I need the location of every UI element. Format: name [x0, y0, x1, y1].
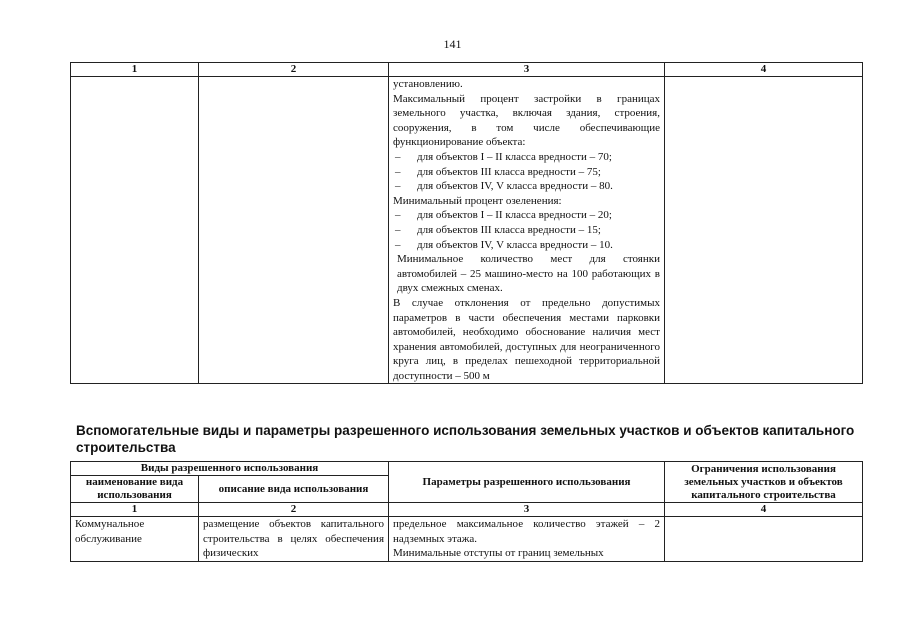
params-line: Минимальный процент озеленения: — [393, 194, 562, 207]
list-item: – для объектов III класса вредности – 15; — [395, 223, 601, 236]
params-line: Максимальный процент застройки в границах земельного участка, включая здания, строения, сооружения, в том числе обеспечивающие функционирование объекта: — [393, 92, 660, 149]
use-name-header: наименование вида использования — [71, 476, 199, 503]
col-2-header: 2 — [199, 503, 389, 517]
list-item: – для объектов IV, V класса вредности – 80. — [395, 180, 613, 193]
column-number-row — [71, 63, 863, 77]
column-number-row — [71, 503, 863, 517]
col-1-header: 1 — [71, 503, 199, 517]
params-line: установлению. — [393, 78, 463, 90]
col-4-header: 4 — [665, 63, 863, 77]
dash-bullet: – — [395, 238, 401, 251]
dash-bullet: – — [395, 180, 401, 193]
list-item: – для объектов I – II класса вредности – 20; — [395, 209, 612, 222]
dash-bullet: – — [395, 209, 401, 222]
table-row — [71, 517, 863, 562]
col-3-header: 3 — [389, 63, 665, 77]
list-item: – для объектов III класса вредности – 75; — [395, 165, 601, 178]
use-name-cell: Коммунальное обслуживание — [71, 517, 199, 562]
limits-header: Ограничения использования земельных участков и объектов капитального строительства — [665, 462, 863, 503]
page-number: 141 — [443, 37, 462, 51]
col-2-header: 2 — [199, 63, 389, 77]
list-item: – для объектов I – II класса вредности – 70; — [395, 150, 612, 163]
col-1-header: 1 — [71, 63, 199, 77]
parameters-cell — [389, 517, 665, 562]
use-description-header: описание вида использования — [199, 476, 389, 503]
section-title: Вспомогательные виды и параметры разрешенного использования земельных участков и объектов капитального строительства — [76, 423, 855, 455]
use-types-group-header: Виды разрешенного использования — [71, 462, 389, 476]
dash-bullet: – — [395, 165, 401, 178]
col-4-header: 4 — [665, 503, 863, 517]
params-line: Минимальное количество мест для стоянки автомобилей – 25 машино-место на 100 работающих в двух смежных сменах. — [397, 253, 660, 295]
parameters-header: Параметры разрешенного использования — [389, 462, 665, 503]
description-cell — [199, 77, 389, 384]
auxiliary-use-table — [70, 461, 863, 562]
header-row — [71, 462, 863, 476]
dash-bullet: – — [395, 223, 401, 236]
table-row — [71, 77, 863, 384]
params-line: предельное максимальное количество этажей – 2 надземных этажа. — [393, 518, 661, 545]
limits-cell — [665, 77, 863, 384]
name-cell — [71, 77, 199, 384]
params-line: В случае отклонения от предельно допустимых параметров в части обеспечения местами парковки автомобилей, необходимо обоснование наличия мест хранения автомобилей, доступных для неограниченного круга лиц, в пределах пешеходной территориальной доступности – 500 м — [393, 296, 660, 382]
use-description-cell: размещение объектов капитального строительства в целях обеспечения физических — [199, 517, 389, 562]
list-item: – для объектов IV, V класса вредности – 10. — [395, 238, 613, 251]
col-3-header: 3 — [389, 503, 665, 517]
params-line: Минимальные отступы от границ земельных — [393, 547, 604, 560]
dash-bullet: – — [395, 150, 401, 163]
parameters-cell — [389, 77, 665, 384]
permitted-use-table-continued — [70, 62, 863, 384]
limits-cell — [665, 517, 863, 562]
